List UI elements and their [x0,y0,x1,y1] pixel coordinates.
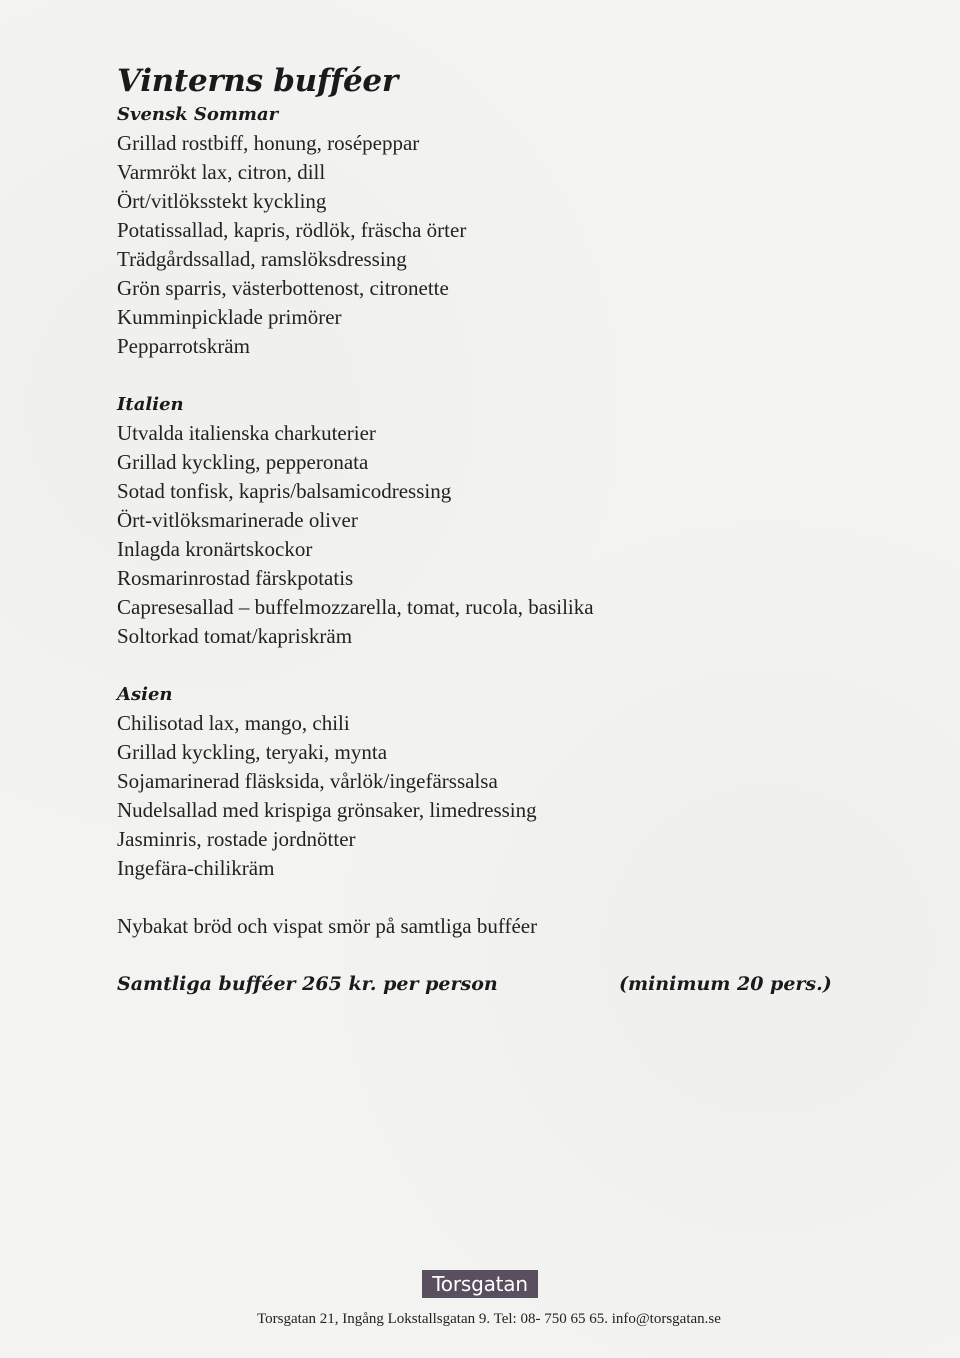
section-title: Asien [117,684,173,705]
menu-page [117,62,897,999]
section-title: Svensk Sommar [117,104,279,125]
menu-item: Potatissallad, kapris, rödlök, fräscha örter [117,218,467,242]
menu-item: Ingefära-chilikräm [117,856,275,880]
price-label: Samtliga bufféer 265 kr. per person [117,973,498,995]
menu-item: Jasminris, rostade jordnötter [117,827,356,851]
minimum-note: (minimum 20 pers.) [619,973,832,995]
torsgatan-logo: Torsgatan [422,1270,538,1298]
menu-item: Ört/vitlöksstekt kyckling [117,189,327,213]
menu-item: Rosmarinrostad färskpotatis [117,566,354,590]
section-asien [117,680,897,883]
section-italien [117,390,897,651]
price-row [117,970,897,999]
menu-item: Capresesallad – buffelmozzarella, tomat, rucola, basilika [117,595,594,619]
footer-contact: Torsgatan 21, Ingång Lokstallsgatan 9. Tel: 08- 750 65 65. info@torsgatan.se [257,1311,721,1327]
menu-title: Vinterns bufféer [117,63,398,99]
menu-item: Pepparrotskräm [117,334,250,358]
menu-item: Chilisotad lax, mango, chili [117,711,350,735]
menu-item: Varmrökt lax, citron, dill [117,160,326,184]
section-svensk-sommar [117,100,897,361]
menu-item: Grillad kyckling, teryaki, mynta [117,740,388,764]
menu-item: Sotad tonfisk, kapris/balsamicodressing [117,479,452,503]
menu-item: Grillad kyckling, pepperonata [117,450,369,474]
bread-note: Nybakat bröd och vispat smör på samtliga bufféer [117,914,538,938]
menu-item: Trädgårdssallad, ramslöksdressing [117,247,407,271]
menu-item: Inlagda kronärtskockor [117,537,313,561]
menu-item: Grillad rostbiff, honung, rosépeppar [117,131,420,155]
menu-item: Utvalda italienska charkuterier [117,421,376,445]
menu-item: Sojamarinerad fläsksida, vårlök/ingefärssalsa [117,769,498,793]
menu-item: Soltorkad tomat/kapriskräm [117,624,353,648]
section-title: Italien [117,394,184,415]
menu-item: Grön sparris, västerbottenost, citronette [117,276,449,300]
menu-item: Ört-vitlöksmarinerade oliver [117,508,358,532]
menu-item: Kumminpicklade primörer [117,305,342,329]
menu-item: Nudelsallad med krispiga grönsaker, limedressing [117,798,537,822]
